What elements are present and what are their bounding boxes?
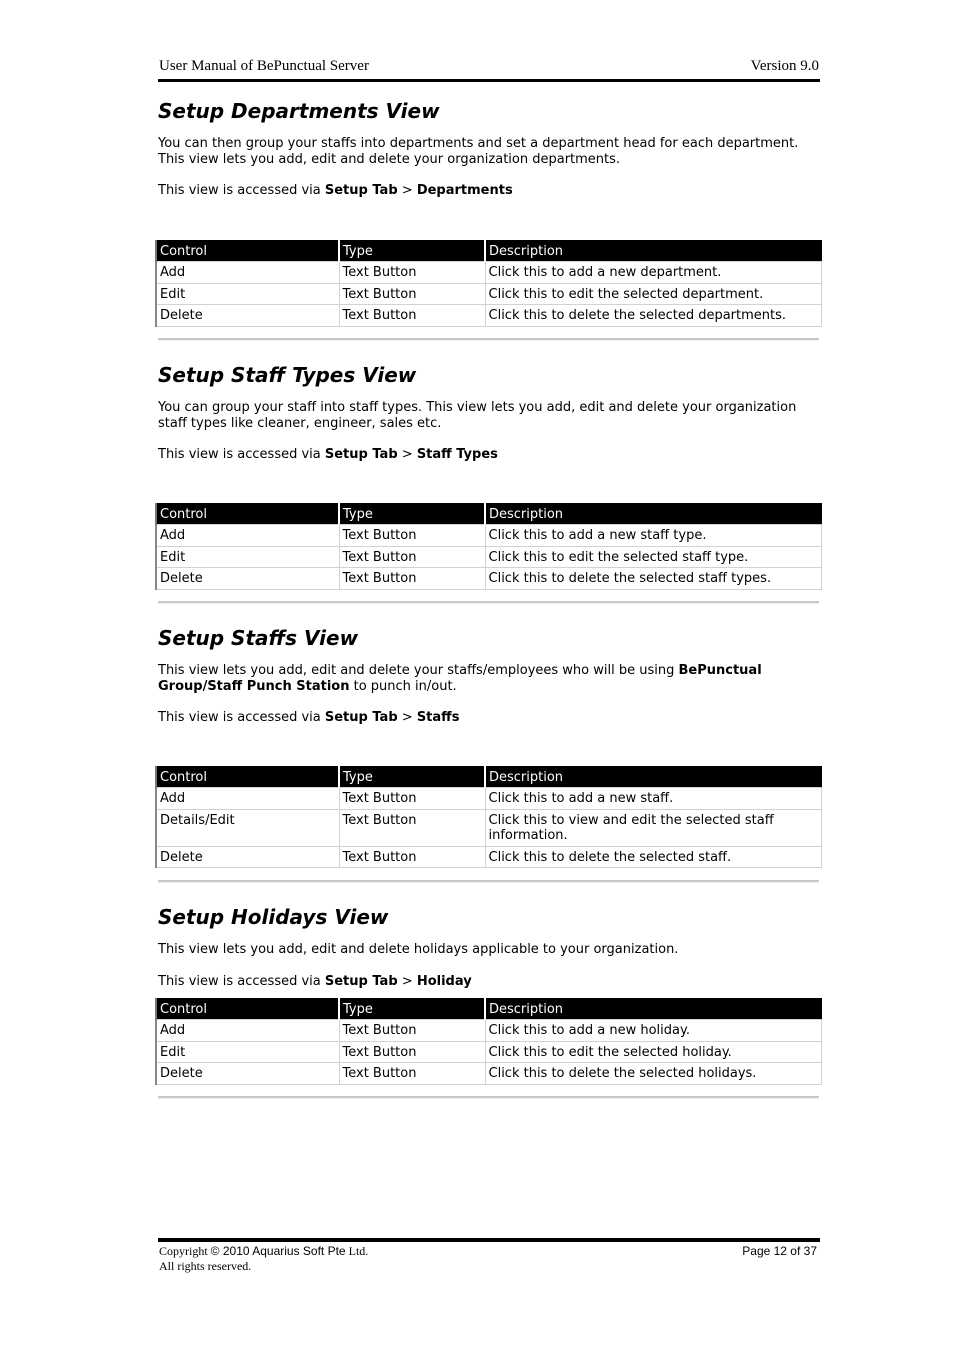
table-row bbox=[156, 1020, 822, 1042]
column-header: Description bbox=[485, 240, 822, 262]
controls-table bbox=[155, 503, 822, 590]
table-row bbox=[156, 546, 822, 568]
table-cell: Text Button bbox=[339, 283, 485, 305]
section-title: Setup Departments View bbox=[158, 99, 440, 123]
column-header: Type bbox=[339, 998, 485, 1020]
header-title: User Manual of BePunctual Server bbox=[159, 58, 369, 74]
table-cell: Click this to add a new staff type. bbox=[485, 525, 822, 547]
column-header: Description bbox=[485, 503, 822, 525]
page-number: Page 12 of 37 bbox=[742, 1244, 817, 1258]
table-cell: Delete bbox=[156, 1063, 339, 1085]
access-path: This view is accessed via Setup Tab > Holiday bbox=[158, 973, 472, 989]
table-header bbox=[156, 766, 822, 788]
section-title: Setup Holidays View bbox=[158, 905, 389, 929]
section-divider bbox=[158, 880, 819, 883]
section-holidays bbox=[158, 904, 822, 1104]
table-cell: Text Button bbox=[339, 305, 485, 327]
table-cell: Add bbox=[156, 1020, 339, 1042]
table-cell: Delete bbox=[156, 568, 339, 590]
section-description: You can then group your staffs into departments and set a department head for each department. This view lets you add, edit and delete your organization departments. bbox=[158, 136, 799, 167]
column-header: Type bbox=[339, 240, 485, 262]
table-cell: Text Button bbox=[339, 262, 485, 284]
table-cell: Click this to delete the selected departments. bbox=[485, 305, 822, 327]
controls-table bbox=[155, 240, 822, 327]
column-header: Description bbox=[485, 766, 822, 788]
header-version: Version 9.0 bbox=[750, 58, 819, 74]
table-row bbox=[156, 809, 822, 846]
table-cell: Click this to add a new staff. bbox=[485, 788, 822, 810]
table-cell: Edit bbox=[156, 546, 339, 568]
section-departments bbox=[158, 98, 822, 348]
column-header: Type bbox=[339, 503, 485, 525]
controls-table bbox=[155, 766, 822, 868]
table-row bbox=[156, 262, 822, 284]
table-cell: Edit bbox=[156, 283, 339, 305]
table-cell: Click this to edit the selected holiday. bbox=[485, 1041, 822, 1063]
column-header: Control bbox=[156, 766, 339, 788]
section-description: This view lets you add, edit and delete holidays applicable to your organization. bbox=[158, 942, 679, 957]
page-header bbox=[158, 57, 820, 82]
table-row bbox=[156, 525, 822, 547]
section-staff-types bbox=[158, 362, 822, 612]
table-cell: Click this to delete the selected holidays. bbox=[485, 1063, 822, 1085]
table-cell: Edit bbox=[156, 1041, 339, 1063]
table-cell: Add bbox=[156, 525, 339, 547]
table-cell: Text Button bbox=[339, 1041, 485, 1063]
access-path: This view is accessed via Setup Tab > Departments bbox=[158, 183, 513, 198]
table-cell: Text Button bbox=[339, 1063, 485, 1085]
section-divider bbox=[158, 601, 819, 604]
table-cell: Click this to add a new holiday. bbox=[485, 1020, 822, 1042]
section-description: You can group your staff into staff types. This view lets you add, edit and delete your organization staff types like cleaner, engineer, sales etc. bbox=[158, 400, 797, 431]
section-divider bbox=[158, 338, 819, 341]
column-header: Control bbox=[156, 503, 339, 525]
section-title: Setup Staffs View bbox=[158, 626, 359, 650]
table-row bbox=[156, 1063, 822, 1085]
table-cell: Text Button bbox=[339, 525, 485, 547]
table-cell: Text Button bbox=[339, 788, 485, 810]
table-cell: Text Button bbox=[339, 568, 485, 590]
column-header: Control bbox=[156, 240, 339, 262]
table-cell: Add bbox=[156, 788, 339, 810]
table-cell: Click this to edit the selected department. bbox=[485, 283, 822, 305]
table-cell: Delete bbox=[156, 305, 339, 327]
table-header bbox=[156, 998, 822, 1020]
section-staffs bbox=[158, 625, 822, 895]
access-path: This view is accessed via Setup Tab > Staffs bbox=[158, 710, 460, 725]
table-cell: Click this to add a new department. bbox=[485, 262, 822, 284]
table-row bbox=[156, 1041, 822, 1063]
table-cell: Text Button bbox=[339, 1020, 485, 1042]
controls-table bbox=[155, 998, 822, 1085]
table-header bbox=[156, 503, 822, 525]
table-cell: Text Button bbox=[339, 846, 485, 868]
page-footer bbox=[158, 1238, 820, 1273]
table-cell: Click this to edit the selected staff type. bbox=[485, 546, 822, 568]
table-cell: Delete bbox=[156, 846, 339, 868]
section-description: This view lets you add, edit and delete your staffs/employees who will be using BePunctual Group/Staff Punch Station to punch in/out. bbox=[158, 663, 762, 694]
table-cell: Click this to view and edit the selected staff information. bbox=[485, 809, 822, 846]
table-row bbox=[156, 305, 822, 327]
access-path: This view is accessed via Setup Tab > Staff Types bbox=[158, 447, 498, 462]
column-header: Control bbox=[156, 998, 339, 1020]
table-header bbox=[156, 240, 822, 262]
table-row bbox=[156, 283, 822, 305]
rights-reserved: All rights reserved. bbox=[159, 1259, 252, 1273]
table-cell: Add bbox=[156, 262, 339, 284]
table-cell: Click this to delete the selected staff types. bbox=[485, 568, 822, 590]
table-cell: Text Button bbox=[339, 546, 485, 568]
table-cell: Click this to delete the selected staff. bbox=[485, 846, 822, 868]
section-divider bbox=[158, 1096, 819, 1099]
table-row bbox=[156, 846, 822, 868]
section-title: Setup Staff Types View bbox=[158, 363, 417, 387]
table-row bbox=[156, 788, 822, 810]
table-cell: Details/Edit bbox=[156, 809, 339, 846]
table-row bbox=[156, 568, 822, 590]
copyright: Copyright © 2010 Aquarius Soft Pte Ltd. All rights reserved. bbox=[159, 1244, 369, 1273]
column-header: Type bbox=[339, 766, 485, 788]
column-header: Description bbox=[485, 998, 822, 1020]
table-cell: Text Button bbox=[339, 809, 485, 846]
